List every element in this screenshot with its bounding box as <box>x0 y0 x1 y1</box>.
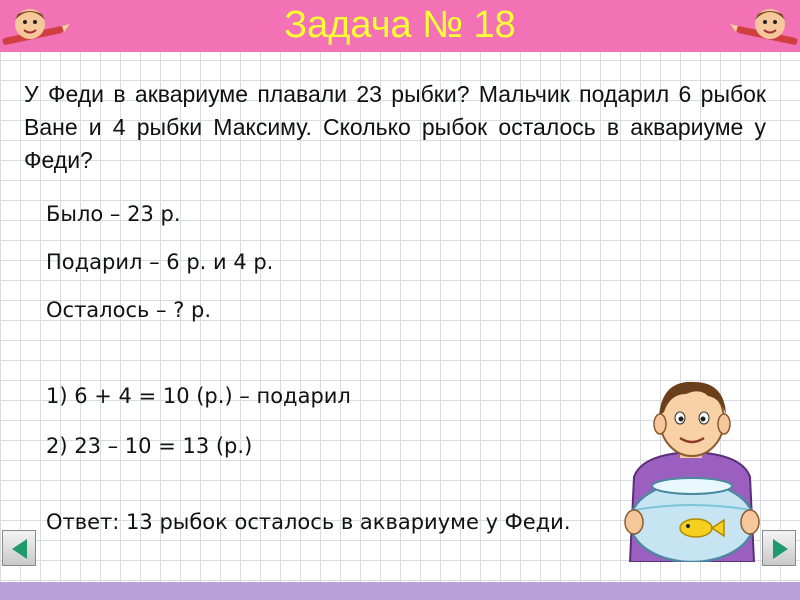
slide-title: Задача № 18 <box>284 4 516 46</box>
answer-text: Ответ: 13 рыбок осталось в аквариуме у Феди. <box>46 510 571 534</box>
arrow-right-icon <box>763 531 797 567</box>
arrow-left-icon <box>3 531 37 567</box>
slide-header <box>0 0 800 52</box>
condition-gave: Подарил – 6 р. и 4 р. <box>46 250 274 274</box>
problem-text: У Феди в аквариуме плавали 23 рыбки? Мальчик подарил 6 рыбок Ване и 4 рыбки Максиму. Сколько рыбок осталось в аквариуме у Феди? <box>24 81 766 173</box>
condition-was: Было – 23 р. <box>46 202 181 226</box>
next-slide-button[interactable] <box>762 530 796 566</box>
boy-with-pencil-icon <box>730 2 800 50</box>
condition-left: Осталось – ? р. <box>46 298 212 322</box>
solution-step-2: 2) 23 – 10 = 13 (р.) <box>46 434 253 458</box>
previous-slide-button[interactable] <box>2 530 36 566</box>
footer-bar <box>0 582 800 600</box>
solution-step-1: 1) 6 + 4 = 10 (р.) – подарил <box>46 384 351 408</box>
boy-with-fishbowl-illustration <box>612 372 772 562</box>
